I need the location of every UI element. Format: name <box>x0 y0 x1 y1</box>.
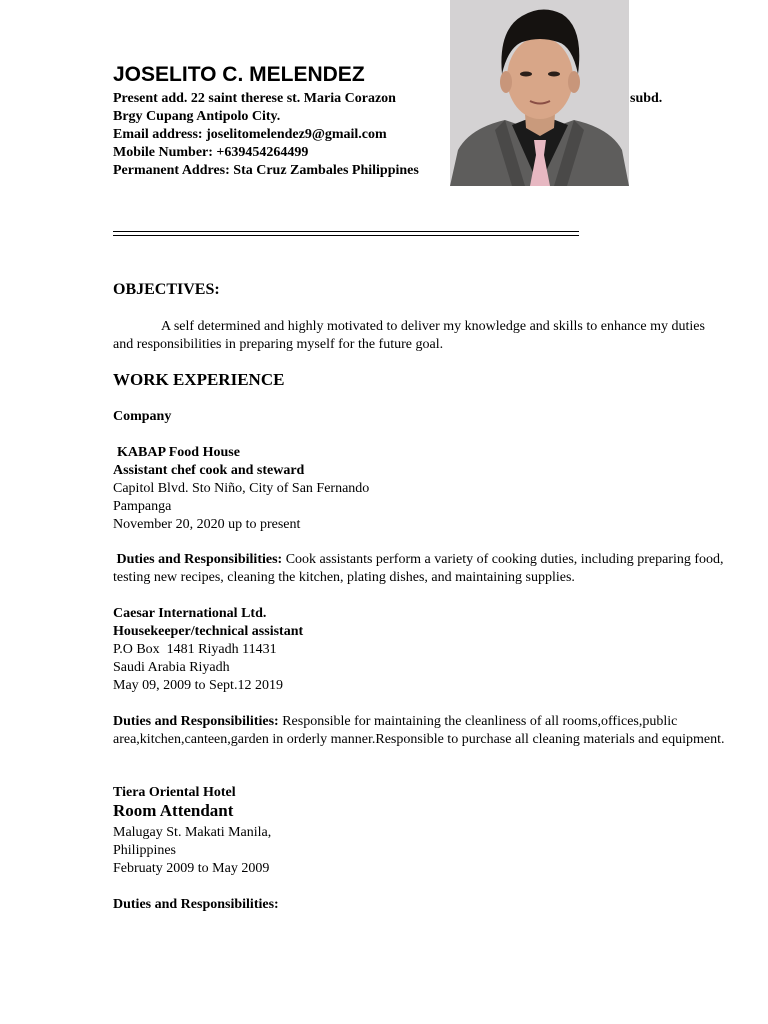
job-3-company: Tiera Oriental Hotel <box>113 785 236 800</box>
job-3-address2: Philippines <box>113 843 177 858</box>
job-2-dates: May 09, 2009 to Sept.12 2019 <box>113 678 283 693</box>
job-2-company: Caesar International Ltd. <box>113 606 267 621</box>
work-experience-heading: WORK EXPERIENCE <box>113 370 285 389</box>
present-address: Present add. 22 saint therese st. Maria Corazon <box>113 91 396 106</box>
job-3-dates: Februaty 2009 to May 2009 <box>113 861 270 876</box>
job-2-duties <box>113 713 725 749</box>
company-label: Company <box>113 409 172 424</box>
job-3-address1: Malugay St. Makati Manila, <box>113 825 272 840</box>
divider-line-top <box>113 231 579 232</box>
resume-name: JOSELITO C. MELENDEZ <box>113 63 365 86</box>
job-1-dates: November 20, 2020 up to present <box>113 517 301 532</box>
job-2-duties-label: Duties and Responsibilities: <box>113 714 279 729</box>
job-1-address2: Pampanga <box>113 499 172 514</box>
job-2-position: Housekeeper/technical assistant <box>113 624 304 639</box>
job-1-duties <box>113 551 725 587</box>
job-2-address1: P.O Box 1481 Riyadh 11431 <box>113 642 277 657</box>
permanent-address: Permanent Addres: Sta Cruz Zambales Philippines <box>113 163 419 178</box>
job-1-duties-label: Duties and Responsibilities: <box>116 552 283 567</box>
job-1-duties-text: Cook assistants perform a variety of cooking duties, including preparing food, testing new recipes, cleaning the kitchen, plating dishes, and maintaining supplies. <box>113 552 724 585</box>
address-line2: Brgy Cupang Antipolo City. <box>113 109 281 124</box>
objectives-heading: OBJECTIVES: <box>113 281 220 298</box>
job-3-duties-label: Duties and Responsibilities: <box>113 897 279 912</box>
mobile-number: Mobile Number: +639454264499 <box>113 145 309 160</box>
objectives-text: A self determined and highly motivated to deliver my knowledge and skills to enhance my duties and responsibilities in preparing myself for the future goal. <box>113 319 705 352</box>
present-address-suffix: subd. <box>630 91 663 106</box>
divider-line-bottom <box>113 235 579 236</box>
profile-photo <box>450 0 629 186</box>
email-address: Email address: joselitomelendez9@gmail.com <box>113 127 387 142</box>
job-3-position: Room Attendant <box>113 801 234 820</box>
job-2-duties-text: Responsible for maintaining the cleanliness of all rooms,offices,public area,kitchen,canteen,garden in orderly manner.Responsible to purchase all cleaning materials and equipment. <box>113 714 725 747</box>
job-1-company: KABAP Food House <box>117 445 240 460</box>
job-1-position: Assistant chef cook and steward <box>113 463 305 478</box>
job-2-address2: Saudi Arabia Riyadh <box>113 660 230 675</box>
job-1-address1: Capitol Blvd. Sto Niño, City of San Fernando <box>113 481 370 496</box>
